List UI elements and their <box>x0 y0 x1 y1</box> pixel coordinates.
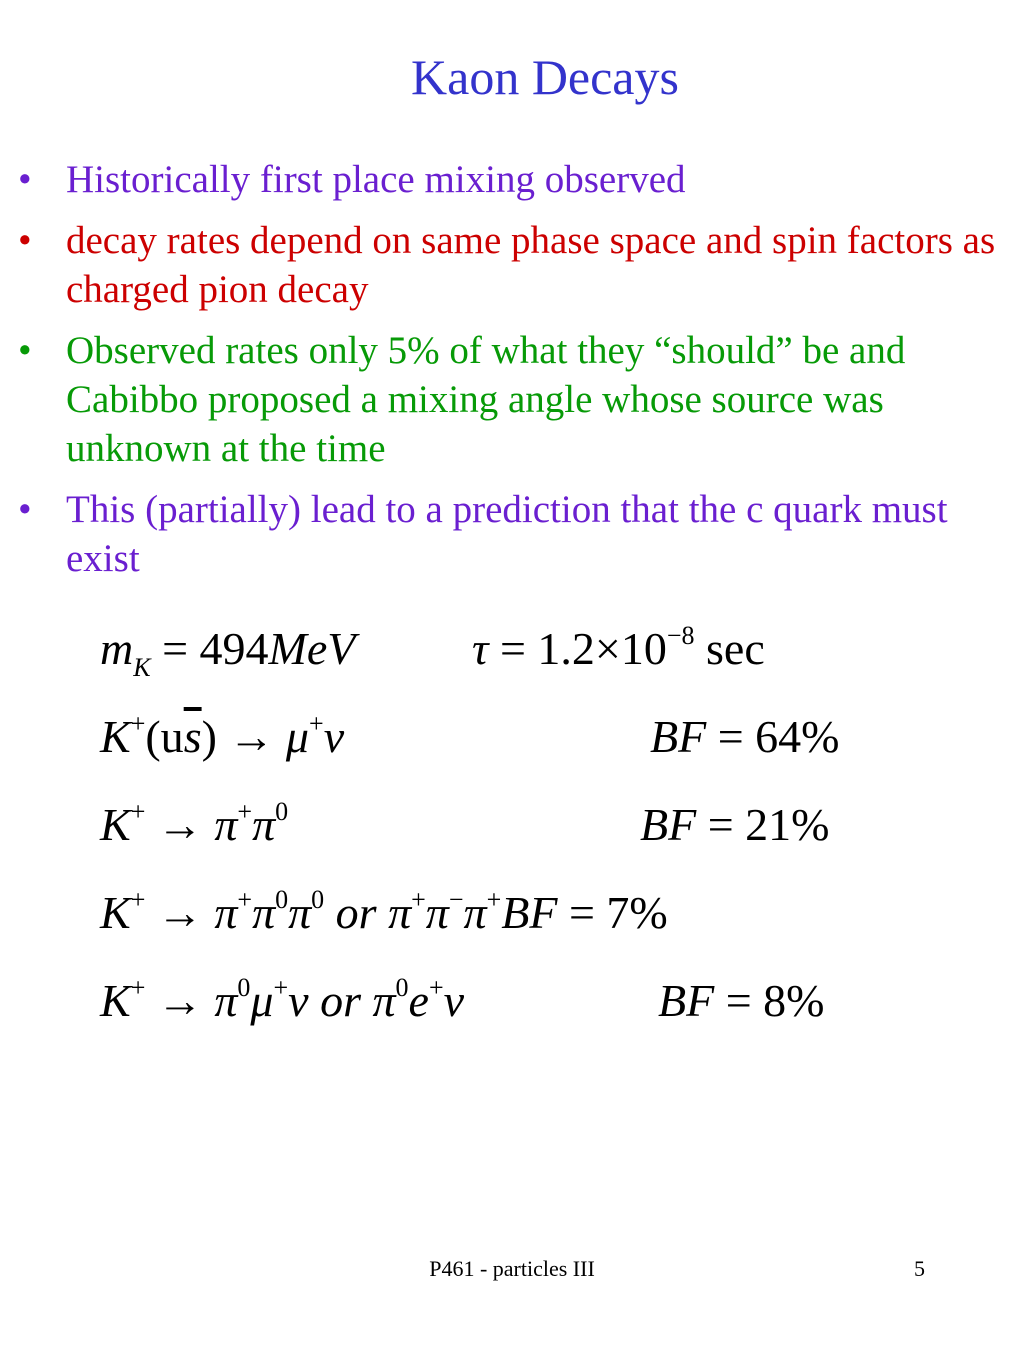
bf-value: = 21% <box>696 799 830 850</box>
muon-symbol: μ <box>250 975 274 1026</box>
anti-strange-quark: $\overline{s}$ <box>183 711 202 762</box>
pion-symbol: π <box>214 799 238 850</box>
bullet-text: decay rates depend on same phase space and spin factors as charged pion decay <box>66 219 996 311</box>
mass-subscript: K <box>133 653 151 682</box>
equation-block <box>100 622 1000 1062</box>
kaon-symbol: K <box>100 711 131 762</box>
pion-charge: + <box>411 885 426 914</box>
pion-charge: − <box>448 885 464 914</box>
kaon-charge: + <box>130 797 146 826</box>
kaon-symbol: K <box>100 975 131 1026</box>
kaon-charge: + <box>130 885 146 914</box>
bullet-dot <box>18 216 48 265</box>
bullet-text: This (partially) lead to a prediction that the c quark must exist <box>66 488 948 580</box>
branching-fraction-2 <box>640 798 829 851</box>
decay-3-reaction <box>100 886 668 939</box>
lifetime-unit: sec <box>694 623 765 674</box>
bf-label: BF <box>501 887 558 938</box>
decay-1-reaction <box>100 710 344 763</box>
page-number: 5 <box>914 1256 925 1281</box>
pion-symbol: π <box>252 799 276 850</box>
bullet-dot <box>18 485 48 534</box>
bullet-item <box>18 326 1008 473</box>
lifetime-exponent: −8 <box>666 621 695 650</box>
pion-charge: + <box>237 797 253 826</box>
bf-value: = 64% <box>706 711 840 762</box>
or-word: or <box>324 887 389 938</box>
lifetime-expression <box>472 622 765 675</box>
pion-charge: 0 <box>275 885 289 914</box>
muon-symbol: μ <box>285 711 310 762</box>
arrow-icon: → <box>145 975 215 1026</box>
bf-value: = 7% <box>557 887 668 938</box>
bf-label: BF <box>658 975 715 1026</box>
or-word: or <box>308 975 373 1026</box>
pion-symbol: π <box>214 975 238 1026</box>
pion-charge: 0 <box>395 973 409 1002</box>
tau-symbol: τ <box>472 623 489 674</box>
arrow-icon: → <box>145 887 215 938</box>
bf-value: = 8% <box>714 975 825 1026</box>
equation-decay-4 <box>100 974 1000 1062</box>
pion-symbol: π <box>288 887 312 938</box>
quark-content-open: (u <box>145 711 184 762</box>
pion-charge: + <box>486 885 502 914</box>
pion-symbol: π <box>388 887 412 938</box>
bullet-dot <box>18 155 48 204</box>
pion-symbol: π <box>425 887 449 938</box>
pion-charge: 0 <box>311 885 325 914</box>
decay-2-reaction <box>100 798 288 851</box>
kaon-charge: + <box>130 709 146 738</box>
pion-charge: 0 <box>275 797 289 826</box>
slide-title: Kaon Decays <box>411 49 679 105</box>
equation-mass-lifetime <box>100 622 1000 710</box>
kaon-symbol: K <box>100 887 131 938</box>
branching-fraction-1 <box>650 710 839 763</box>
bf-label: BF <box>650 711 707 762</box>
bullet-dot <box>18 326 48 375</box>
bullet-item <box>18 485 1008 583</box>
bullet-list <box>18 155 1008 595</box>
decay-4-reaction <box>100 974 464 1027</box>
mass-value: = 494 <box>150 623 269 674</box>
positron-symbol: e <box>408 975 429 1026</box>
arrow-icon: → <box>145 799 215 850</box>
arrow-icon: → <box>216 711 286 762</box>
muon-charge: + <box>273 973 289 1002</box>
pion-symbol: π <box>372 975 396 1026</box>
lifetime-value: = 1.2×10 <box>488 623 667 674</box>
equation-decay-3 <box>100 886 1000 974</box>
pion-symbol: π <box>214 887 238 938</box>
neutrino-symbol: ν <box>288 975 309 1026</box>
mass-expression <box>100 622 356 682</box>
positron-charge: + <box>428 973 444 1002</box>
bullet-item <box>18 216 1008 314</box>
kaon-charge: + <box>130 973 146 1002</box>
bullet-text: Observed rates only 5% of what they “should” be and Cabibbo proposed a mixing angle whose source was unknown at the time <box>66 329 906 470</box>
bullet-item <box>18 155 1008 204</box>
pion-symbol: π <box>463 887 487 938</box>
muon-charge: + <box>309 709 324 738</box>
neutrino-symbol: ν <box>443 975 465 1026</box>
pion-charge: 0 <box>237 973 251 1002</box>
mass-symbol: m <box>100 623 134 674</box>
neutrino-symbol: ν <box>323 711 345 762</box>
bf-label: BF <box>640 799 697 850</box>
mass-unit: MeV <box>268 623 356 674</box>
pion-symbol: π <box>252 887 276 938</box>
kaon-symbol: K <box>100 799 131 850</box>
pion-charge: + <box>237 885 253 914</box>
equation-decay-1 <box>100 710 1000 798</box>
footer-course-label: P461 - particles III <box>429 1256 595 1281</box>
equation-decay-2 <box>100 798 1000 886</box>
quark-content-close: ) <box>201 711 217 762</box>
branching-fraction-4 <box>658 974 824 1027</box>
bullet-text: Historically first place mixing observed <box>66 158 686 201</box>
